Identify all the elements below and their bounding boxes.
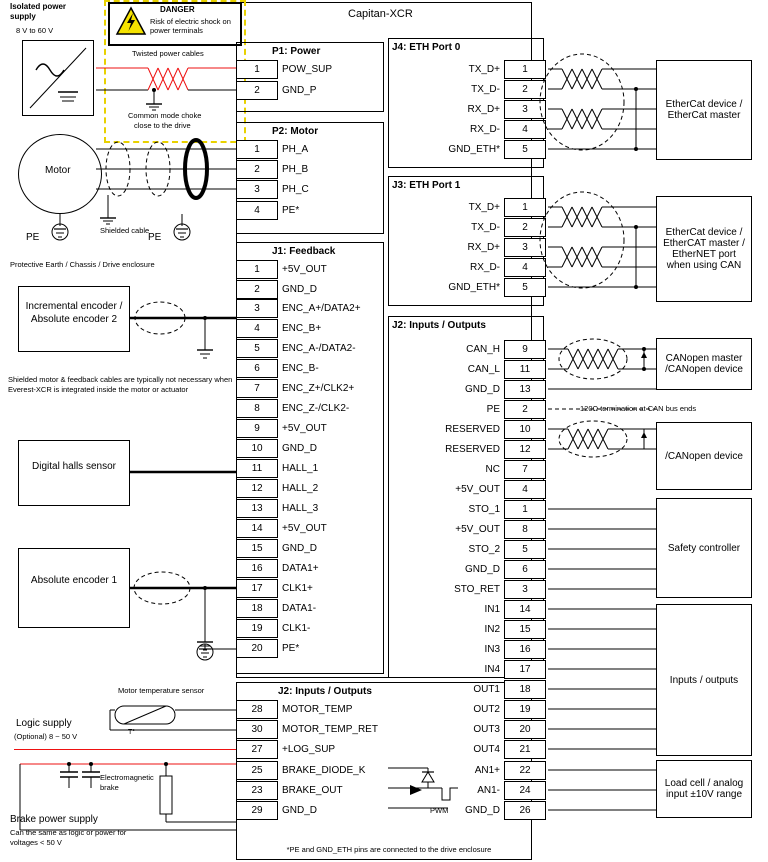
j2r-pin-13-label: GND_D	[464, 384, 500, 395]
j2r-pin-17-label: IN4	[484, 664, 500, 675]
j1-pin-12-label: HALL_2	[282, 483, 319, 494]
pe-left-label: PE	[26, 232, 40, 243]
p2-pin-4[interactable]: 4	[236, 201, 278, 220]
j2-right-title: J2: Inputs / Outputs	[392, 320, 486, 331]
j1-pin-8[interactable]: 8	[236, 399, 278, 418]
footnote: *PE and GND_ETH pins are connected to the drive enclosure	[286, 845, 492, 854]
j2r-pin-13[interactable]: 13	[504, 380, 546, 399]
p2-pin-1[interactable]: 1	[236, 140, 278, 159]
safety-controller-device: Safety controller	[656, 498, 752, 598]
j2l-pin-28-label: MOTOR_TEMP	[282, 704, 353, 715]
j4-pin-5-label: GND_ETH*	[448, 144, 500, 155]
absolute-encoder-label: Absolute encoder 1	[30, 575, 118, 586]
j1-pin-6-label: ENC_B-	[282, 363, 319, 374]
j1-pin-6[interactable]: 6	[236, 359, 278, 378]
p2-pin-3-label: PH_C	[282, 184, 309, 195]
j2r-pin-3-label: STO_RET	[454, 584, 500, 595]
p2-pin-1-label: PH_A	[282, 144, 309, 155]
motor-temp-sensor-label: Motor temperature sensor	[118, 686, 205, 695]
j1-pin-16-label: DATA1+	[282, 563, 319, 574]
twisted-cables-label: Twisted power cables	[132, 49, 204, 58]
p2-pin-3[interactable]: 3	[236, 180, 278, 199]
j2r-pin-11-label: CAN_L	[467, 364, 500, 375]
j4-pin-4-label: RX_D-	[469, 124, 500, 135]
logic-supply-optional: (Optional) 8 ~ 50 V	[14, 732, 78, 741]
j2r-pin-7[interactable]: 7	[504, 460, 546, 479]
ethercat-device-1: EtherCat device / EtherCAT master / EtherNET port when using CAN	[656, 196, 752, 302]
j1-pin-4[interactable]: 4	[236, 319, 278, 338]
p1-pin-1[interactable]: 1	[236, 60, 278, 79]
j1-pin-3-label: ENC_A+/DATA2+	[282, 303, 361, 314]
j4-title: J4: ETH Port 0	[392, 42, 461, 53]
j2r-pin-7-label: NC	[485, 464, 500, 475]
canopen-master-device: CANopen master /CANopen device	[656, 338, 752, 390]
j2r-pin-8[interactable]: 8	[504, 520, 546, 539]
j2r-pin-11[interactable]: 11	[504, 360, 546, 379]
choke-label-2: close to the drive	[134, 121, 191, 130]
j2r-pin-20-label: OUT3	[473, 724, 500, 735]
j2r-pin-5[interactable]: 5	[504, 540, 546, 559]
j2r-pin-6[interactable]: 6	[504, 560, 546, 579]
j1-pin-18[interactable]: 18	[236, 599, 278, 618]
p1-title: P1: Power	[272, 46, 321, 57]
j1-pin-11[interactable]: 11	[236, 459, 278, 478]
j2r-pin-24[interactable]: 24	[504, 781, 546, 800]
j2l-pin-25-label: BRAKE_DIODE_K	[282, 765, 366, 776]
j3-pin-2[interactable]: 2	[504, 218, 546, 237]
j2r-pin-3[interactable]: 3	[504, 580, 546, 599]
pe-ground-j1-pin20	[190, 640, 220, 670]
j2r-pin-6-label: GND_D	[464, 564, 500, 575]
pe-right-label: PE	[148, 232, 162, 243]
j1-pin-13-label: HALL_3	[282, 503, 319, 514]
j3-pin-1-label: TX_D+	[468, 202, 500, 213]
j2r-pin-14-label: IN1	[484, 604, 500, 615]
eth1-twisted-pairs	[548, 196, 658, 306]
p1-pin-1-label: POW_SUP	[282, 64, 333, 75]
j4-pin-2-label: TX_D-	[471, 84, 500, 95]
j1-pin-18-label: DATA1-	[282, 603, 317, 614]
j1-pin-1[interactable]: 1	[236, 260, 278, 279]
j1-pin-12[interactable]: 12	[236, 479, 278, 498]
j2r-pin-21-label: OUT4	[473, 744, 500, 755]
electromagnetic-label: Electromagnetic	[100, 773, 154, 782]
p2-pin-2-label: PH_B	[282, 164, 309, 175]
p2-title: P2: Motor	[272, 126, 319, 137]
j3-title: J3: ETH Port 1	[392, 180, 461, 191]
j1-pin-17-label: CLK1+	[282, 583, 313, 594]
j1-pin-17[interactable]: 17	[236, 579, 278, 598]
j1-pin-10[interactable]: 10	[236, 439, 278, 458]
pwm-label: PWM	[430, 806, 449, 815]
j1-pin-8-label: ENC_Z-/CLK2-	[282, 403, 350, 414]
motor-label: Motor	[45, 165, 71, 176]
j4-pin-1-label: TX_D+	[468, 64, 500, 75]
j2l-pin-28[interactable]: 28	[236, 700, 278, 719]
j2l-pin-23[interactable]: 23	[236, 781, 278, 800]
j2r-pin-21[interactable]: 21	[504, 740, 546, 759]
j1-pin-10-label: GND_D	[282, 443, 318, 454]
j2r-pin-10[interactable]: 10	[504, 420, 546, 439]
feedback-cables	[0, 250, 250, 650]
j2l-pin-29-label: GND_D	[282, 805, 318, 816]
choke-label-1: Common mode choke	[128, 111, 202, 120]
j3-pin-5[interactable]: 5	[504, 278, 546, 297]
j2r-pin-1[interactable]: 1	[504, 500, 546, 519]
shielded-cable-label: Shielded cable	[100, 226, 150, 235]
j4-pin-3[interactable]: 3	[504, 100, 546, 119]
j4-pin-3-label: RX_D+	[467, 104, 500, 115]
svg-text:T°: T°	[128, 729, 136, 736]
ethercat-device-0: EtherCat device / EtherCat master	[656, 60, 752, 160]
j2r-pin-8-label: +5V_OUT	[455, 524, 500, 535]
j2r-pin-4-label: +5V_OUT	[455, 484, 500, 495]
j1-title: J1: Feedback	[272, 246, 336, 257]
danger-text: Risk of electric shock on power terminals	[150, 17, 231, 35]
j2r-pin-12[interactable]: 12	[504, 440, 546, 459]
j3-pin-4[interactable]: 4	[504, 258, 546, 277]
j1-pin-1-label: +5V_OUT	[282, 264, 327, 275]
pe-note: Protective Earth / Chassis / Drive enclosure	[10, 260, 155, 269]
j2l-pin-27[interactable]: 27	[236, 740, 278, 759]
j1-pin-7[interactable]: 7	[236, 379, 278, 398]
j2r-pin-17[interactable]: 17	[504, 660, 546, 679]
logic-supply-wire	[14, 749, 236, 750]
j3-pin-3[interactable]: 3	[504, 238, 546, 257]
j2l-pin-30-label: MOTOR_TEMP_RET	[282, 724, 378, 735]
j2r-pin-5-label: STO_2	[468, 544, 500, 555]
brake-supply-label: Brake power supply	[10, 814, 98, 825]
j4-pin-5[interactable]: 5	[504, 140, 546, 159]
j1-pin-16[interactable]: 16	[236, 559, 278, 578]
j1-pin-2-label: GND_D	[282, 284, 318, 295]
eth0-twisted-pairs	[548, 58, 658, 168]
brake-label: brake	[100, 783, 119, 792]
j1-pin-19-label: CLK1-	[282, 623, 311, 634]
j2r-pin-16[interactable]: 16	[504, 640, 546, 659]
danger-title: DANGER	[160, 5, 195, 14]
j3-pin-3-label: RX_D+	[467, 242, 500, 253]
j1-pin-3[interactable]: 3	[236, 299, 278, 318]
iso-supply-symbols	[22, 40, 94, 116]
j2r-pin-2[interactable]: 2	[504, 400, 546, 419]
j2l-pin-30[interactable]: 30	[236, 720, 278, 739]
j1-pin-4-label: ENC_B+	[282, 323, 322, 334]
iso-supply-title-line1: Isolated power supply	[10, 2, 67, 21]
j2l-pin-27-label: +LOG_SUP	[282, 744, 336, 755]
brake-supply-note: Can the same as logic or power for voltages < 50 V	[10, 828, 127, 847]
j2r-pin-22-label: AN1+	[474, 765, 500, 776]
j1-pin-20-label: PE*	[282, 643, 300, 654]
j2r-pin-16-label: IN3	[484, 644, 500, 655]
j2-left-title: J2: Inputs / Outputs	[278, 686, 372, 697]
loadcell-device: Load cell / analog input ±10V range	[656, 760, 752, 818]
iso-supply-range: 8 V to 60 V	[16, 26, 54, 35]
j2r-pin-26-label: GND_D	[464, 805, 500, 816]
j2r-pin-24-label: AN1-	[477, 785, 500, 796]
pe-earth-left-icon	[40, 214, 80, 242]
j2r-pin-15-label: IN2	[484, 624, 500, 635]
j3-pin-4-label: RX_D-	[469, 262, 500, 273]
j2l-pin-23-label: BRAKE_OUT	[282, 785, 343, 796]
io-device: Inputs / outputs	[656, 604, 752, 756]
j3-pin-2-label: TX_D-	[471, 222, 500, 233]
j1-pin-9[interactable]: 9	[236, 419, 278, 438]
j4-pin-2[interactable]: 2	[504, 80, 546, 99]
right-side-wires	[548, 498, 668, 828]
j2r-pin-18-label: OUT1	[473, 684, 500, 695]
j1-pin-5[interactable]: 5	[236, 339, 278, 358]
j3-pin-1[interactable]: 1	[504, 198, 546, 217]
j1-pin-15[interactable]: 15	[236, 539, 278, 558]
p2-pin-2[interactable]: 2	[236, 160, 278, 179]
page-title: Capitan-XCR	[348, 8, 413, 20]
j2r-pin-20[interactable]: 20	[504, 720, 546, 739]
p2-pin-4-label: PE*	[282, 205, 300, 216]
j2r-pin-1-label: STO_1	[468, 504, 500, 515]
shield-note: Shielded motor & feedback cables are typically not necessary when Everest-XCR is integrated inside the motor or actuator	[8, 375, 233, 394]
incremental-encoder-label: Incremental encoder / Absolute encoder 2	[25, 301, 123, 325]
j2r-pin-9-label: CAN_H	[466, 344, 500, 355]
p1-pin-2-label: GND_P	[282, 85, 317, 96]
j2r-pin-18[interactable]: 18	[504, 680, 546, 699]
j2r-pin-26[interactable]: 26	[504, 801, 546, 820]
j1-pin-20[interactable]: 20	[236, 639, 278, 658]
j1-pin-14[interactable]: 14	[236, 519, 278, 538]
j1-pin-13[interactable]: 13	[236, 499, 278, 518]
j1-pin-14-label: +5V_OUT	[282, 523, 327, 534]
j2r-pin-22[interactable]: 22	[504, 761, 546, 780]
j2r-pin-15[interactable]: 15	[504, 620, 546, 639]
j1-pin-7-label: ENC_Z+/CLK2+	[282, 383, 355, 394]
j2r-pin-10-label: RESERVED	[445, 424, 500, 435]
j1-pin-5-label: ENC_A-/DATA2-	[282, 343, 356, 354]
twisted-power-wires	[96, 60, 238, 104]
j2r-pin-2-label: PE	[486, 404, 500, 415]
digital-halls-label: Digital halls sensor	[32, 461, 116, 472]
j4-pin-1[interactable]: 1	[504, 60, 546, 79]
j2l-pin-29[interactable]: 29	[236, 801, 278, 820]
j1-pin-2[interactable]: 2	[236, 280, 278, 299]
j2r-pin-stubs	[546, 338, 560, 838]
j2l-pin-25[interactable]: 25	[236, 761, 278, 780]
pe-earth-right-icon	[162, 214, 202, 242]
j3-pin-5-label: GND_ETH*	[448, 282, 500, 293]
motor-temp-sensor-symbol	[110, 698, 240, 744]
j1-pin-15-label: GND_D	[282, 543, 318, 554]
j4-pin-4[interactable]: 4	[504, 120, 546, 139]
p1-pin-2[interactable]: 2	[236, 81, 278, 100]
j2r-pin-9[interactable]: 9	[504, 340, 546, 359]
j2r-pin-12-label: RESERVED	[445, 444, 500, 455]
j2r-pin-19[interactable]: 19	[504, 700, 546, 719]
can-termination-note: 120Ω termination at CAN bus ends	[580, 404, 697, 413]
logic-supply-label: Logic supply	[16, 718, 72, 729]
j2r-pin-19-label: OUT2	[473, 704, 500, 715]
j1-pin-9-label: +5V_OUT	[282, 423, 327, 434]
j2r-pin-4[interactable]: 4	[504, 480, 546, 499]
j1-pin-11-label: HALL_1	[282, 463, 319, 474]
j1-pin-19[interactable]: 19	[236, 619, 278, 638]
j2r-pin-14[interactable]: 14	[504, 600, 546, 619]
canopen-device: /CANopen device	[656, 422, 752, 490]
